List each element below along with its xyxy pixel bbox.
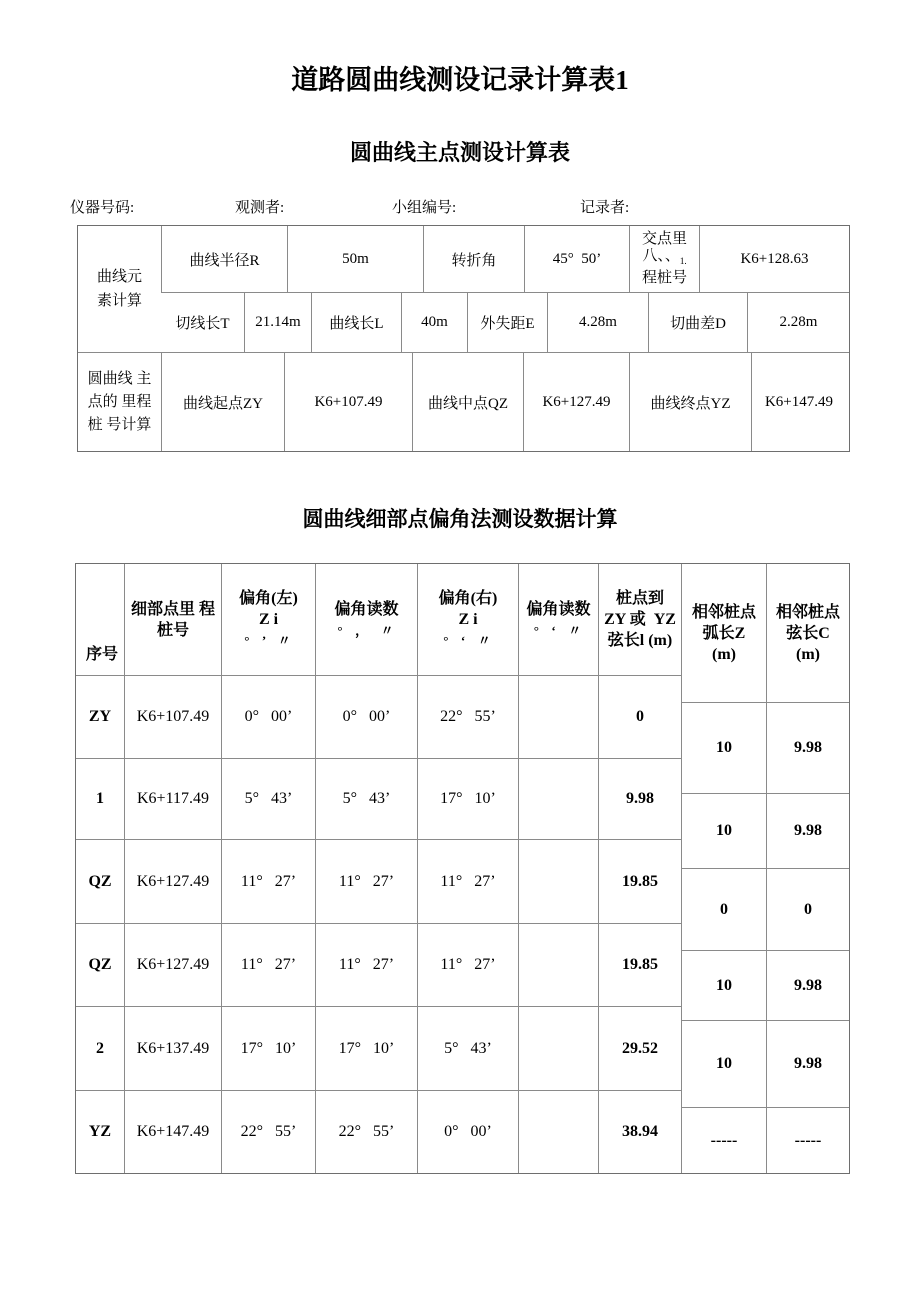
adjacent-chord-cell: 0: [767, 869, 849, 951]
header-defl-right-line1: 偏角(右): [438, 590, 498, 607]
seq-cell: 2: [76, 1007, 125, 1091]
reading-left-cell: 22° 55’: [316, 1091, 418, 1173]
group2-label-line2: 点的 里程: [87, 393, 152, 410]
header-adjacent-arc: [682, 564, 767, 703]
seq-cell: QZ: [76, 924, 125, 1007]
defl-left-cell: 11° 27’: [222, 924, 316, 1007]
header-defl-left-line2: Z i: [258, 611, 279, 628]
turn-angle-value-cell: 45° 50’: [524, 226, 629, 292]
mileage-cell: K6+137.49: [125, 1007, 222, 1091]
reading-left-cell: 17° 10’: [316, 1007, 418, 1091]
main-points-group-label: [78, 353, 161, 451]
intersection-label-line2: [642, 248, 686, 270]
detail-main-grid: [76, 564, 682, 1173]
turn-angle-label-cell: 转折角: [423, 226, 524, 292]
mileage-cell: K6+107.49: [125, 676, 222, 759]
group2-label-line1: 圆曲线 主: [87, 370, 152, 387]
seq-cell: 1: [76, 759, 125, 840]
reading-left-cell: 11° 27’: [316, 924, 418, 1007]
group1-label-line2: 素计算: [96, 293, 142, 309]
mileage-cell: K6+147.49: [125, 1091, 222, 1173]
external-distance-label-cell: 外失距E: [467, 293, 547, 352]
chord-length-cell: 29.52: [599, 1007, 682, 1091]
chord-length-cell: 19.85: [599, 924, 682, 1007]
reading-right-cell: [519, 1007, 599, 1091]
header-defl-right-line2: Z i: [458, 611, 478, 628]
arc-length-cell: 10: [682, 794, 767, 869]
reading-left-cell: 11° 27’: [316, 840, 418, 924]
intersection-mileage-label-cell: [629, 226, 699, 292]
arc-length-cell: 10: [682, 951, 767, 1021]
intersection-label-line3: 程桩号: [641, 270, 687, 286]
header-arc-line2: 弧长Z: [702, 624, 746, 642]
defl-left-cell: 11° 27’: [222, 840, 316, 924]
header-reading-right-line1: 偏角读数: [526, 600, 591, 618]
tangent-label-cell: 切线长T: [175, 316, 230, 332]
yz-value-cell: K6+147.49: [751, 353, 846, 451]
defl-left-cell: 22° 55’: [222, 1091, 316, 1173]
adjacent-chord-cell: 9.98: [767, 703, 849, 794]
header-reading-right-units: ° ‘ 〃: [533, 622, 584, 638]
reading-right-cell: [519, 924, 599, 1007]
header-seq-text: 序号: [86, 646, 119, 663]
section-title-detail-points: 圆曲线细部点偏角法测设数据计算: [302, 507, 618, 531]
external-distance-value-cell: 4.28m: [547, 293, 648, 352]
header-deflection-right: [418, 564, 519, 676]
group-number-label: 小组编号:: [392, 200, 457, 216]
defl-right-cell: 17° 10’: [418, 759, 519, 840]
header-adj-chord-line1: 相邻桩点: [775, 603, 840, 621]
header-seq: [76, 564, 125, 676]
defl-right-cell: 5° 43’: [418, 1007, 519, 1091]
header-arc-line1: 相邻桩点: [691, 603, 756, 621]
group2-label-line3: 桩 号计算: [87, 416, 152, 433]
chord-length-cell: 0: [599, 676, 682, 759]
adjacent-chord-cell: 9.98: [767, 951, 849, 1021]
header-mileage: [125, 564, 222, 676]
instrument-number-label: 仪器号码:: [70, 200, 135, 216]
chord-length-cell: 19.85: [599, 840, 682, 924]
header-deflection-left: [222, 564, 316, 676]
doc-title: 道路圆曲线测设记录计算表1: [291, 65, 629, 95]
reading-right-cell: [519, 676, 599, 759]
defl-right-cell: 11° 27’: [418, 924, 519, 1007]
defl-right-cell: 22° 55’: [418, 676, 519, 759]
reading-right-cell: [519, 759, 599, 840]
main-points-row: [78, 352, 849, 451]
header-reading-right: [519, 564, 599, 676]
zy-label-cell: 曲线起点ZY: [161, 353, 284, 451]
intersection-label-subscript: 1.: [679, 256, 687, 266]
seq-cell: QZ: [76, 840, 125, 924]
intersection-mileage-value-cell: K6+128.63: [699, 226, 849, 292]
header-adj-chord-line3: (m): [796, 645, 820, 663]
header-chord-to-line1: 桩点到: [615, 590, 664, 607]
curve-elements-rows: [161, 226, 849, 352]
seq-cell: ZY: [76, 676, 125, 759]
table-row: [161, 226, 849, 292]
arc-length-cell: 10: [682, 1021, 767, 1108]
defl-right-cell: 11° 27’: [418, 840, 519, 924]
header-mileage-line2: 桩号: [156, 621, 189, 639]
adjacent-chord-cell: 9.98: [767, 1021, 849, 1108]
tangent-curve-diff-label-cell: 切曲差D: [648, 293, 747, 352]
curve-length-label-cell: 曲线长L: [311, 293, 401, 352]
defl-left-cell: 0° 00’: [222, 676, 316, 759]
qz-value-cell: K6+127.49: [523, 353, 629, 451]
mileage-cell: K6+117.49: [125, 759, 222, 840]
arc-length-cell: 10: [682, 703, 767, 794]
group1-label-line1: 曲线元: [96, 269, 142, 285]
curve-length-value-cell: 40m: [401, 293, 467, 352]
arc-length-cell: -----: [682, 1108, 767, 1173]
section-title-main-points: 圆曲线主点测设计算表: [349, 140, 570, 165]
header-reading-left-line1: 偏角读数: [334, 600, 399, 618]
mileage-cell: K6+127.49: [125, 924, 222, 1007]
intersection-label-line2-text: 八、、: [642, 248, 680, 264]
tangent-value-cell: 21.14m: [244, 293, 311, 352]
info-row: [0, 196, 920, 220]
header-defl-left-units: ° ’ 〃: [244, 633, 293, 648]
chord-length-cell: 9.98: [599, 759, 682, 840]
reading-left-cell: 5° 43’: [316, 759, 418, 840]
adjacent-chord-cell: -----: [794, 1131, 822, 1149]
header-chord-to-zy-yz: [599, 564, 682, 676]
header-chord-to-line3: 弦长l (m): [607, 632, 673, 649]
header-reading-left: [316, 564, 418, 676]
radius-label-cell: 曲线半径R: [161, 226, 287, 292]
yz-label-cell: 曲线终点YZ: [629, 353, 751, 451]
header-chord-to-line2: ZY 或 YZ: [604, 611, 676, 628]
reading-right-cell: [519, 840, 599, 924]
mileage-cell: K6+127.49: [125, 840, 222, 924]
defl-left-cell: 5° 43’: [222, 759, 316, 840]
header-mileage-line1: 细部点里 程: [130, 600, 215, 618]
arc-length-cell: 0: [682, 869, 767, 951]
zy-value-cell: K6+107.49: [284, 353, 412, 451]
reading-right-cell: [519, 1091, 599, 1173]
header-arc-line3: (m): [712, 645, 736, 663]
adjacent-chord-cell: 9.98: [767, 794, 849, 869]
header-adjacent-chord: [767, 564, 849, 703]
header-adj-chord-line2: 弦长C: [786, 624, 830, 642]
chord-length-cell: 38.94: [599, 1091, 682, 1173]
curve-elements-table: [77, 225, 850, 452]
detail-points-table: [75, 563, 850, 1174]
defl-right-cell: 0° 00’: [418, 1091, 519, 1173]
curve-elements-group: [78, 226, 849, 352]
header-defl-right-units: ° ‘ 〃: [443, 633, 493, 648]
recorder-label: 记录者:: [580, 200, 630, 216]
qz-label-cell: 曲线中点QZ: [412, 353, 523, 451]
detail-side-grid: [682, 564, 849, 1173]
curve-elements-group-label: [78, 226, 161, 352]
table-row: [161, 292, 849, 352]
defl-left-cell: 17° 10’: [222, 1007, 316, 1091]
radius-value-cell: 50m: [287, 226, 423, 292]
header-defl-left-line1: 偏角(左): [239, 590, 298, 607]
seq-cell: YZ: [76, 1091, 125, 1173]
header-reading-left-units: ° ， 〃: [337, 622, 396, 638]
reading-left-cell: 0° 00’: [316, 676, 418, 759]
observer-label: 观测者:: [235, 200, 285, 216]
intersection-label-line1: 交点里: [641, 231, 687, 247]
tangent-curve-diff-value-cell: 2.28m: [747, 293, 849, 352]
